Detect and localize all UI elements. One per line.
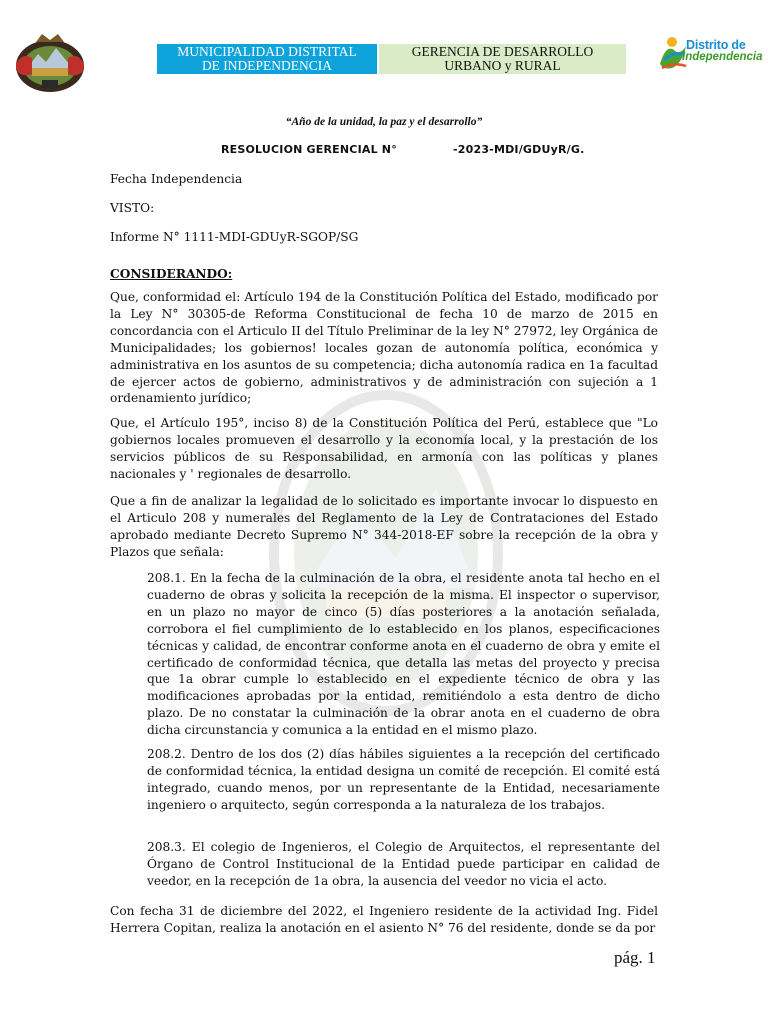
considerando-heading: CONSIDERANDO: [110,267,233,281]
paragraph-208-3: 208.3. El colegio de Ingenieros, el Colegio de Arquitectos, el representante del Órgano de Control Institucional de la Entidad puede participar en calidad de veedor, en la recepción de 1a obra, la ausencia del veedor no vicia el acto. [147,840,660,888]
banner-line-2: DE INDEPENDENCIA [201,58,333,73]
brand-text-line-1: Distrito de [686,38,746,52]
municipal-coat-of-arms-icon [12,30,88,94]
district-logo [656,34,763,78]
paragraph-constitution-art-194: Que, conformidad el: Artículo 194 de la Constitución Política del Estado, modificado por la Ley N° 30305-de Reforma Constitucional de fecha 10 de marzo de 2015 en concordancia con el Articulo II del Título Preliminar de la ley N° 27972, ley Orgánica de Municipalidades; los gobiernos! locales gozan de autonomía política, económica y administrativa en los asuntos de su competencia; dicha autonomía radica en 1a facultad de ejercer actos de gobierno, administrativos y de administración con sujeción a 1 ordenamiento jurídico; [110,290,658,406]
resolution-title: RESOLUCION GERENCIAL N° [221,143,397,156]
paragraph-constitution-art-195: Que, el Artículo 195°, inciso 8) de la Constitución Política del Perú, establece que "Lo gobiernos locales promueven el desarrollo y la economía local, y la prestación de los servicios públicos de su Responsabilidad, en armonía con las políticas y planes nacionales y ' regionales de desarrollo. [110,416,658,481]
brand-text-line-2: Independencia [682,51,763,63]
resolution-number: -2023-MDI/GDUyR/G. [453,143,585,156]
municipality-name-banner [157,44,377,74]
department-name-banner [379,44,626,74]
visto-heading: VISTO: [110,201,155,215]
department-line-1: GERENCIA DE DESARROLLO [411,44,594,59]
paragraph-fecha-anotacion: Con fecha 31 de diciembre del 2022, el Ingeniero residente de la actividad Ing. Fidel Herrera Copitan, realiza la anotación en el asiento N° 76 del residente, donde se da por [110,904,658,935]
banner-line-1: MUNICIPALIDAD DISTRITAL [177,44,357,59]
report-reference: Informe N° 1111-MDI-GDUyR-SGOP/SG [110,230,359,244]
paragraph-reglamento-art-208: Que a fin de analizar la legalidad de lo solicitado es importante invocar lo dispuesto en el Articulo 208 y numerales del Reglamento de la Ley de Contrataciones del Estado aprobado mediante Decreto Supremo N° 344-2018-EF sobre la recepción de la obra y Plazos que señala: [110,494,658,559]
paragraph-208-1: 208.1. En la fecha de la culminación de la obra, el residente anota tal hecho en el cuaderno de obras y solicita la recepción de la misma. El inspector o supervisor, en un plazo no mayor de cinco (5) días posteriores a la anotación señalada, corrobora el fiel cumplimiento de lo establecido en los planos, especificaciones técnicas y calidad, de encontrar conforme anota en el cuaderno de obra y emite el certificado de conformidad técnica, que detalla las metas del proyecto y precisa que 1a obrar cumple lo establecido en el expediente técnico de obra y las modificaciones aprobadas por la entidad, remitiéndolo a esta dentro de dicho plazo. De no constatar la culminación de la obrar anota en el cuaderno de obra dicha circunstancia y comunica a la entidad en el mismo plazo. [147,571,660,738]
date-line: Fecha Independencia [110,172,243,186]
page-number: pág. 1 [614,948,656,967]
department-line-2: URBANO y RURAL [444,58,561,73]
paragraph-208-2: 208.2. Dentro de los dos (2) días hábiles siguientes a la recepción del certificado de conformidad técnica, la entidad designa un comité de recepción. El comité está integrado, cuando menos, por un representante de la Entidad, necesariamente ingeniero o arquitecto, según corresponda a la naturaleza de los trabajos. [147,747,660,812]
motto-text: “Año de la unidad, la paz y el desarrollo” [285,116,483,128]
